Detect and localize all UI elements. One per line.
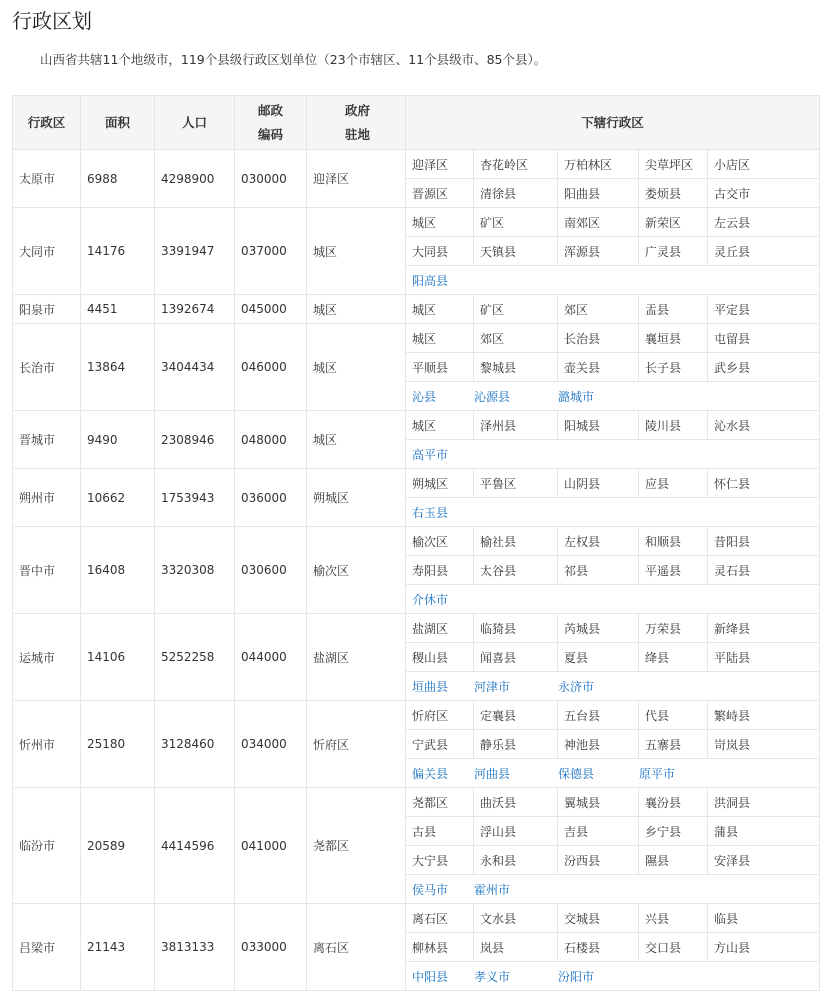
city-name[interactable]: 朔州市 bbox=[13, 469, 81, 527]
subdivision-link[interactable]: 城区 bbox=[406, 324, 474, 353]
city-population: 3813133 bbox=[155, 904, 235, 991]
subdivision-row-partial bbox=[406, 266, 820, 295]
page-title: 行政区划 bbox=[12, 9, 92, 33]
city-government-seat[interactable]: 城区 bbox=[307, 295, 406, 324]
subdivision-link[interactable]: 神池县 bbox=[558, 730, 639, 759]
subdivision-link[interactable]: 沁县 bbox=[412, 389, 437, 404]
subdivision-link[interactable]: 保德县 bbox=[558, 766, 595, 781]
header-row bbox=[13, 96, 820, 150]
intro-paragraph: 山西省共辖11个地级市，119个县级行政区划单位（23个市辖区、11个县级市、85个县）。 bbox=[40, 52, 547, 67]
table-row bbox=[13, 614, 820, 643]
subdivision-link[interactable]: 平顺县 bbox=[406, 353, 474, 382]
city-postal-code: 048000 bbox=[235, 411, 307, 469]
subdivision-link[interactable]: 河曲县 bbox=[474, 766, 511, 781]
subdivision-link[interactable]: 永济市 bbox=[558, 679, 595, 694]
subdivision-link[interactable]: 平定县 bbox=[708, 295, 820, 324]
table-row bbox=[13, 150, 820, 179]
subdivision-link[interactable]: 芮城县 bbox=[558, 614, 639, 643]
subdivision-link[interactable]: 城区 bbox=[406, 208, 474, 237]
subdivision-row-partial bbox=[406, 585, 820, 614]
subdivision-link[interactable]: 长子县 bbox=[639, 353, 708, 382]
subdivision-link[interactable]: 汾西县 bbox=[558, 846, 639, 875]
city-postal-code: 046000 bbox=[235, 324, 307, 411]
table-body bbox=[13, 150, 820, 991]
subdivision-link[interactable]: 洪洞县 bbox=[708, 788, 820, 817]
subdivision-link[interactable]: 迎泽区 bbox=[406, 150, 474, 179]
city-name: 临汾市 bbox=[13, 788, 81, 904]
subdivision-link[interactable]: 文水县 bbox=[474, 904, 558, 933]
subdivision-row-partial bbox=[406, 875, 820, 904]
city-postal-code: 034000 bbox=[235, 701, 307, 788]
subdivision-link[interactable]: 静乐县 bbox=[474, 730, 558, 759]
city-postal-code: 041000 bbox=[235, 788, 307, 904]
subdivision-link[interactable]: 交口县 bbox=[639, 933, 708, 962]
city-population: 4298900 bbox=[155, 150, 235, 208]
subdivision-row-partial bbox=[406, 440, 820, 469]
subdivision-link[interactable]: 郊区 bbox=[558, 295, 639, 324]
city-government-seat[interactable]: 尧都区 bbox=[307, 788, 406, 904]
subdivision-link[interactable]: 太谷县 bbox=[474, 556, 558, 585]
subdivision-link[interactable]: 阳曲县 bbox=[558, 179, 639, 208]
city-area: 10662 bbox=[81, 469, 155, 527]
subdivision-link[interactable]: 新荣区 bbox=[639, 208, 708, 237]
subdivision-link[interactable]: 翼城县 bbox=[558, 788, 639, 817]
subdivision-link[interactable]: 石楼县 bbox=[558, 933, 639, 962]
city-name[interactable]: 晋中市 bbox=[13, 527, 81, 614]
city-area: 25180 bbox=[81, 701, 155, 788]
subdivision-link[interactable]: 小店区 bbox=[708, 150, 820, 179]
header-population: 人口 bbox=[155, 96, 235, 150]
subdivision-link[interactable]: 沁源县 bbox=[474, 389, 511, 404]
city-population: 3404434 bbox=[155, 324, 235, 411]
subdivision-link[interactable]: 灵丘县 bbox=[708, 237, 820, 266]
city-area: 14106 bbox=[81, 614, 155, 701]
city-name: 大同市 bbox=[13, 208, 81, 295]
subdivision-link[interactable]: 屯留县 bbox=[708, 324, 820, 353]
subdivision-link[interactable]: 万柏林区 bbox=[558, 150, 639, 179]
subdivision-link[interactable]: 汾阳市 bbox=[558, 969, 595, 984]
subdivision-link[interactable]: 泽州县 bbox=[474, 411, 558, 440]
subdivision-link[interactable]: 永和县 bbox=[474, 846, 558, 875]
city-name[interactable]: 长治市 bbox=[13, 324, 81, 411]
city-population: 3128460 bbox=[155, 701, 235, 788]
header-seat bbox=[307, 96, 406, 150]
subdivision-link[interactable]: 蒲县 bbox=[708, 817, 820, 846]
city-population: 3320308 bbox=[155, 527, 235, 614]
subdivision-link[interactable]: 潞城市 bbox=[558, 389, 595, 404]
city-area: 13864 bbox=[81, 324, 155, 411]
subdivision-link[interactable]: 大同县 bbox=[406, 237, 474, 266]
subdivision-link[interactable]: 浮山县 bbox=[474, 817, 558, 846]
subdivision-link[interactable]: 方山县 bbox=[708, 933, 820, 962]
subdivision-link[interactable]: 临县 bbox=[708, 904, 820, 933]
city-area: 16408 bbox=[81, 527, 155, 614]
city-population: 4414596 bbox=[155, 788, 235, 904]
subdivision-link[interactable]: 定襄县 bbox=[474, 701, 558, 730]
city-government-seat[interactable]: 城区 bbox=[307, 411, 406, 469]
subdivision-link[interactable]: 右玉县 bbox=[412, 505, 449, 520]
subdivision-link[interactable]: 柳林县 bbox=[406, 933, 474, 962]
header-seat-line1: 政府 bbox=[345, 102, 371, 118]
subdivision-row-partial bbox=[406, 672, 820, 701]
subdivision-link[interactable]: 阳城县 bbox=[558, 411, 639, 440]
city-area: 4451 bbox=[81, 295, 155, 324]
city-population: 1753943 bbox=[155, 469, 235, 527]
subdivision-link[interactable]: 清徐县 bbox=[474, 179, 558, 208]
subdivision-link[interactable]: 娄烦县 bbox=[639, 179, 708, 208]
city-name[interactable]: 阳泉市 bbox=[13, 295, 81, 324]
subdivision-link[interactable]: 交城县 bbox=[558, 904, 639, 933]
subdivision-link[interactable]: 矿区 bbox=[474, 208, 558, 237]
subdivision-link[interactable]: 灵石县 bbox=[708, 556, 820, 585]
header-postal-line1: 邮政 bbox=[257, 102, 283, 118]
city-postal-code: 033000 bbox=[235, 904, 307, 991]
subdivision-link[interactable]: 盂县 bbox=[639, 295, 708, 324]
subdivision-link[interactable]: 郊区 bbox=[474, 324, 558, 353]
city-postal-code: 036000 bbox=[235, 469, 307, 527]
subdivision-link[interactable]: 宁武县 bbox=[406, 730, 474, 759]
table-row bbox=[13, 469, 820, 498]
table-row bbox=[13, 208, 820, 237]
subdivision-link[interactable]: 城区 bbox=[406, 295, 474, 324]
table-row bbox=[13, 527, 820, 556]
subdivision-link[interactable]: 绛县 bbox=[639, 643, 708, 672]
subdivision-link[interactable]: 天镇县 bbox=[474, 237, 558, 266]
subdivision-link[interactable]: 壶关县 bbox=[558, 353, 639, 382]
subdivision-link[interactable]: 万荣县 bbox=[639, 614, 708, 643]
subdivision-link[interactable]: 古县 bbox=[406, 817, 474, 846]
subdivision-link[interactable]: 高平市 bbox=[412, 447, 449, 462]
header-area: 面积 bbox=[81, 96, 155, 150]
subdivision-link[interactable]: 阳高县 bbox=[412, 273, 449, 288]
subdivision-link[interactable]: 中阳县 bbox=[412, 969, 449, 984]
table-row bbox=[13, 904, 820, 933]
subdivision-link[interactable]: 原平市 bbox=[639, 766, 676, 781]
subdivision-link[interactable]: 盐湖区 bbox=[406, 614, 474, 643]
city-name[interactable]: 运城市 bbox=[13, 614, 81, 701]
subdivision-link[interactable]: 昔阳县 bbox=[708, 527, 820, 556]
subdivision-row-partial bbox=[406, 382, 820, 411]
subdivision-link[interactable]: 偏关县 bbox=[412, 766, 449, 781]
subdivision-link[interactable]: 襄汾县 bbox=[639, 788, 708, 817]
subdivision-link[interactable]: 河津市 bbox=[474, 679, 511, 694]
subdivision-link[interactable]: 五寨县 bbox=[639, 730, 708, 759]
subdivision-link[interactable]: 黎城县 bbox=[474, 353, 558, 382]
city-government-seat[interactable]: 城区 bbox=[307, 208, 406, 295]
subdivision-link[interactable]: 和顺县 bbox=[639, 527, 708, 556]
subdivision-link[interactable]: 朔城区 bbox=[406, 469, 474, 498]
city-postal-code: 045000 bbox=[235, 295, 307, 324]
header-postal bbox=[235, 96, 307, 150]
subdivision-link[interactable]: 平鲁区 bbox=[474, 469, 558, 498]
city-government-seat[interactable]: 榆次区 bbox=[307, 527, 406, 614]
subdivision-link[interactable]: 怀仁县 bbox=[708, 469, 820, 498]
city-postal-code: 044000 bbox=[235, 614, 307, 701]
subdivision-link[interactable]: 五台县 bbox=[558, 701, 639, 730]
city-population: 3391947 bbox=[155, 208, 235, 295]
subdivision-row-partial bbox=[406, 759, 820, 788]
subdivision-link[interactable]: 忻府区 bbox=[406, 701, 474, 730]
subdivision-link[interactable]: 尧都区 bbox=[406, 788, 474, 817]
city-name: 太原市 bbox=[13, 150, 81, 208]
subdivision-link[interactable]: 广灵县 bbox=[639, 237, 708, 266]
city-population: 1392674 bbox=[155, 295, 235, 324]
city-area: 6988 bbox=[81, 150, 155, 208]
city-area: 20589 bbox=[81, 788, 155, 904]
subdivision-link[interactable]: 寿阳县 bbox=[406, 556, 474, 585]
subdivision-link[interactable]: 大宁县 bbox=[406, 846, 474, 875]
table-row bbox=[13, 295, 820, 324]
subdivision-link[interactable]: 临猗县 bbox=[474, 614, 558, 643]
header-postal-line2: 编码 bbox=[257, 126, 283, 142]
subdivision-link[interactable]: 离石区 bbox=[406, 904, 474, 933]
subdivision-link[interactable]: 孝义市 bbox=[474, 969, 511, 984]
subdivision-link[interactable]: 闻喜县 bbox=[474, 643, 558, 672]
subdivision-link[interactable]: 吉县 bbox=[558, 817, 639, 846]
city-name[interactable]: 吕梁市 bbox=[13, 904, 81, 991]
subdivision-link[interactable]: 左云县 bbox=[708, 208, 820, 237]
subdivision-row-partial bbox=[406, 498, 820, 527]
subdivision-link[interactable]: 应县 bbox=[639, 469, 708, 498]
city-population: 5252258 bbox=[155, 614, 235, 701]
subdivision-link[interactable]: 侯马市 bbox=[412, 882, 449, 897]
subdivision-link[interactable]: 尖草坪区 bbox=[639, 150, 708, 179]
subdivision-link[interactable]: 乡宁县 bbox=[639, 817, 708, 846]
subdivision-link[interactable]: 介休市 bbox=[412, 592, 449, 607]
subdivision-link[interactable]: 矿区 bbox=[474, 295, 558, 324]
table-row bbox=[13, 701, 820, 730]
subdivision-link[interactable]: 夏县 bbox=[558, 643, 639, 672]
city-area: 9490 bbox=[81, 411, 155, 469]
subdivision-link[interactable]: 浑源县 bbox=[558, 237, 639, 266]
city-area: 21143 bbox=[81, 904, 155, 991]
subdivision-link[interactable]: 杏花岭区 bbox=[474, 150, 558, 179]
subdivision-link[interactable]: 长治县 bbox=[558, 324, 639, 353]
subdivision-link[interactable]: 兴县 bbox=[639, 904, 708, 933]
subdivision-link[interactable]: 稷山县 bbox=[406, 643, 474, 672]
subdivision-link[interactable]: 左权县 bbox=[558, 527, 639, 556]
subdivision-link[interactable]: 平遥县 bbox=[639, 556, 708, 585]
city-area: 14176 bbox=[81, 208, 155, 295]
city-government-seat[interactable]: 盐湖区 bbox=[307, 614, 406, 701]
city-government-seat[interactable]: 迎泽区 bbox=[307, 150, 406, 208]
subdivision-link[interactable]: 新绛县 bbox=[708, 614, 820, 643]
subdivision-link[interactable]: 岚县 bbox=[474, 933, 558, 962]
subdivision-link[interactable]: 榆次区 bbox=[406, 527, 474, 556]
subdivision-link[interactable]: 繁峙县 bbox=[708, 701, 820, 730]
table-row bbox=[13, 411, 820, 440]
subdivision-link[interactable]: 霍州市 bbox=[474, 882, 511, 897]
subdivision-link[interactable]: 南郊区 bbox=[558, 208, 639, 237]
subdivision-link[interactable]: 城区 bbox=[406, 411, 474, 440]
subdivision-link[interactable]: 陵川县 bbox=[639, 411, 708, 440]
city-government-seat[interactable]: 忻府区 bbox=[307, 701, 406, 788]
subdivision-link[interactable]: 平陆县 bbox=[708, 643, 820, 672]
subdivision-link[interactable]: 武乡县 bbox=[708, 353, 820, 382]
subdivision-link[interactable]: 古交市 bbox=[708, 179, 820, 208]
city-postal-code: 030600 bbox=[235, 527, 307, 614]
header-seat-line2: 驻地 bbox=[345, 126, 371, 142]
subdivision-link[interactable]: 山阴县 bbox=[558, 469, 639, 498]
city-name[interactable]: 忻州市 bbox=[13, 701, 81, 788]
header-subdivisions: 下辖行政区 bbox=[406, 96, 820, 150]
city-name[interactable]: 晋城市 bbox=[13, 411, 81, 469]
subdivision-link[interactable]: 代县 bbox=[639, 701, 708, 730]
city-government-seat[interactable]: 朔城区 bbox=[307, 469, 406, 527]
subdivision-link[interactable]: 襄垣县 bbox=[639, 324, 708, 353]
city-government-seat[interactable]: 城区 bbox=[307, 324, 406, 411]
city-postal-code: 030000 bbox=[235, 150, 307, 208]
subdivision-link[interactable]: 祁县 bbox=[558, 556, 639, 585]
city-government-seat[interactable]: 离石区 bbox=[307, 904, 406, 991]
subdivision-link[interactable]: 沁水县 bbox=[708, 411, 820, 440]
subdivision-link[interactable]: 岢岚县 bbox=[708, 730, 820, 759]
city-postal-code: 037000 bbox=[235, 208, 307, 295]
subdivision-row-partial bbox=[406, 962, 820, 991]
subdivision-link[interactable]: 晋源区 bbox=[406, 179, 474, 208]
subdivision-link[interactable]: 垣曲县 bbox=[412, 679, 449, 694]
table-row bbox=[13, 788, 820, 817]
city-population: 2308946 bbox=[155, 411, 235, 469]
subdivision-link[interactable]: 榆社县 bbox=[474, 527, 558, 556]
header-name: 行政区 bbox=[13, 96, 81, 150]
subdivision-link[interactable]: 安泽县 bbox=[708, 846, 820, 875]
table-row bbox=[13, 324, 820, 353]
subdivision-link[interactable]: 曲沃县 bbox=[474, 788, 558, 817]
admin-division-table bbox=[12, 95, 820, 991]
subdivision-link[interactable]: 隰县 bbox=[639, 846, 708, 875]
